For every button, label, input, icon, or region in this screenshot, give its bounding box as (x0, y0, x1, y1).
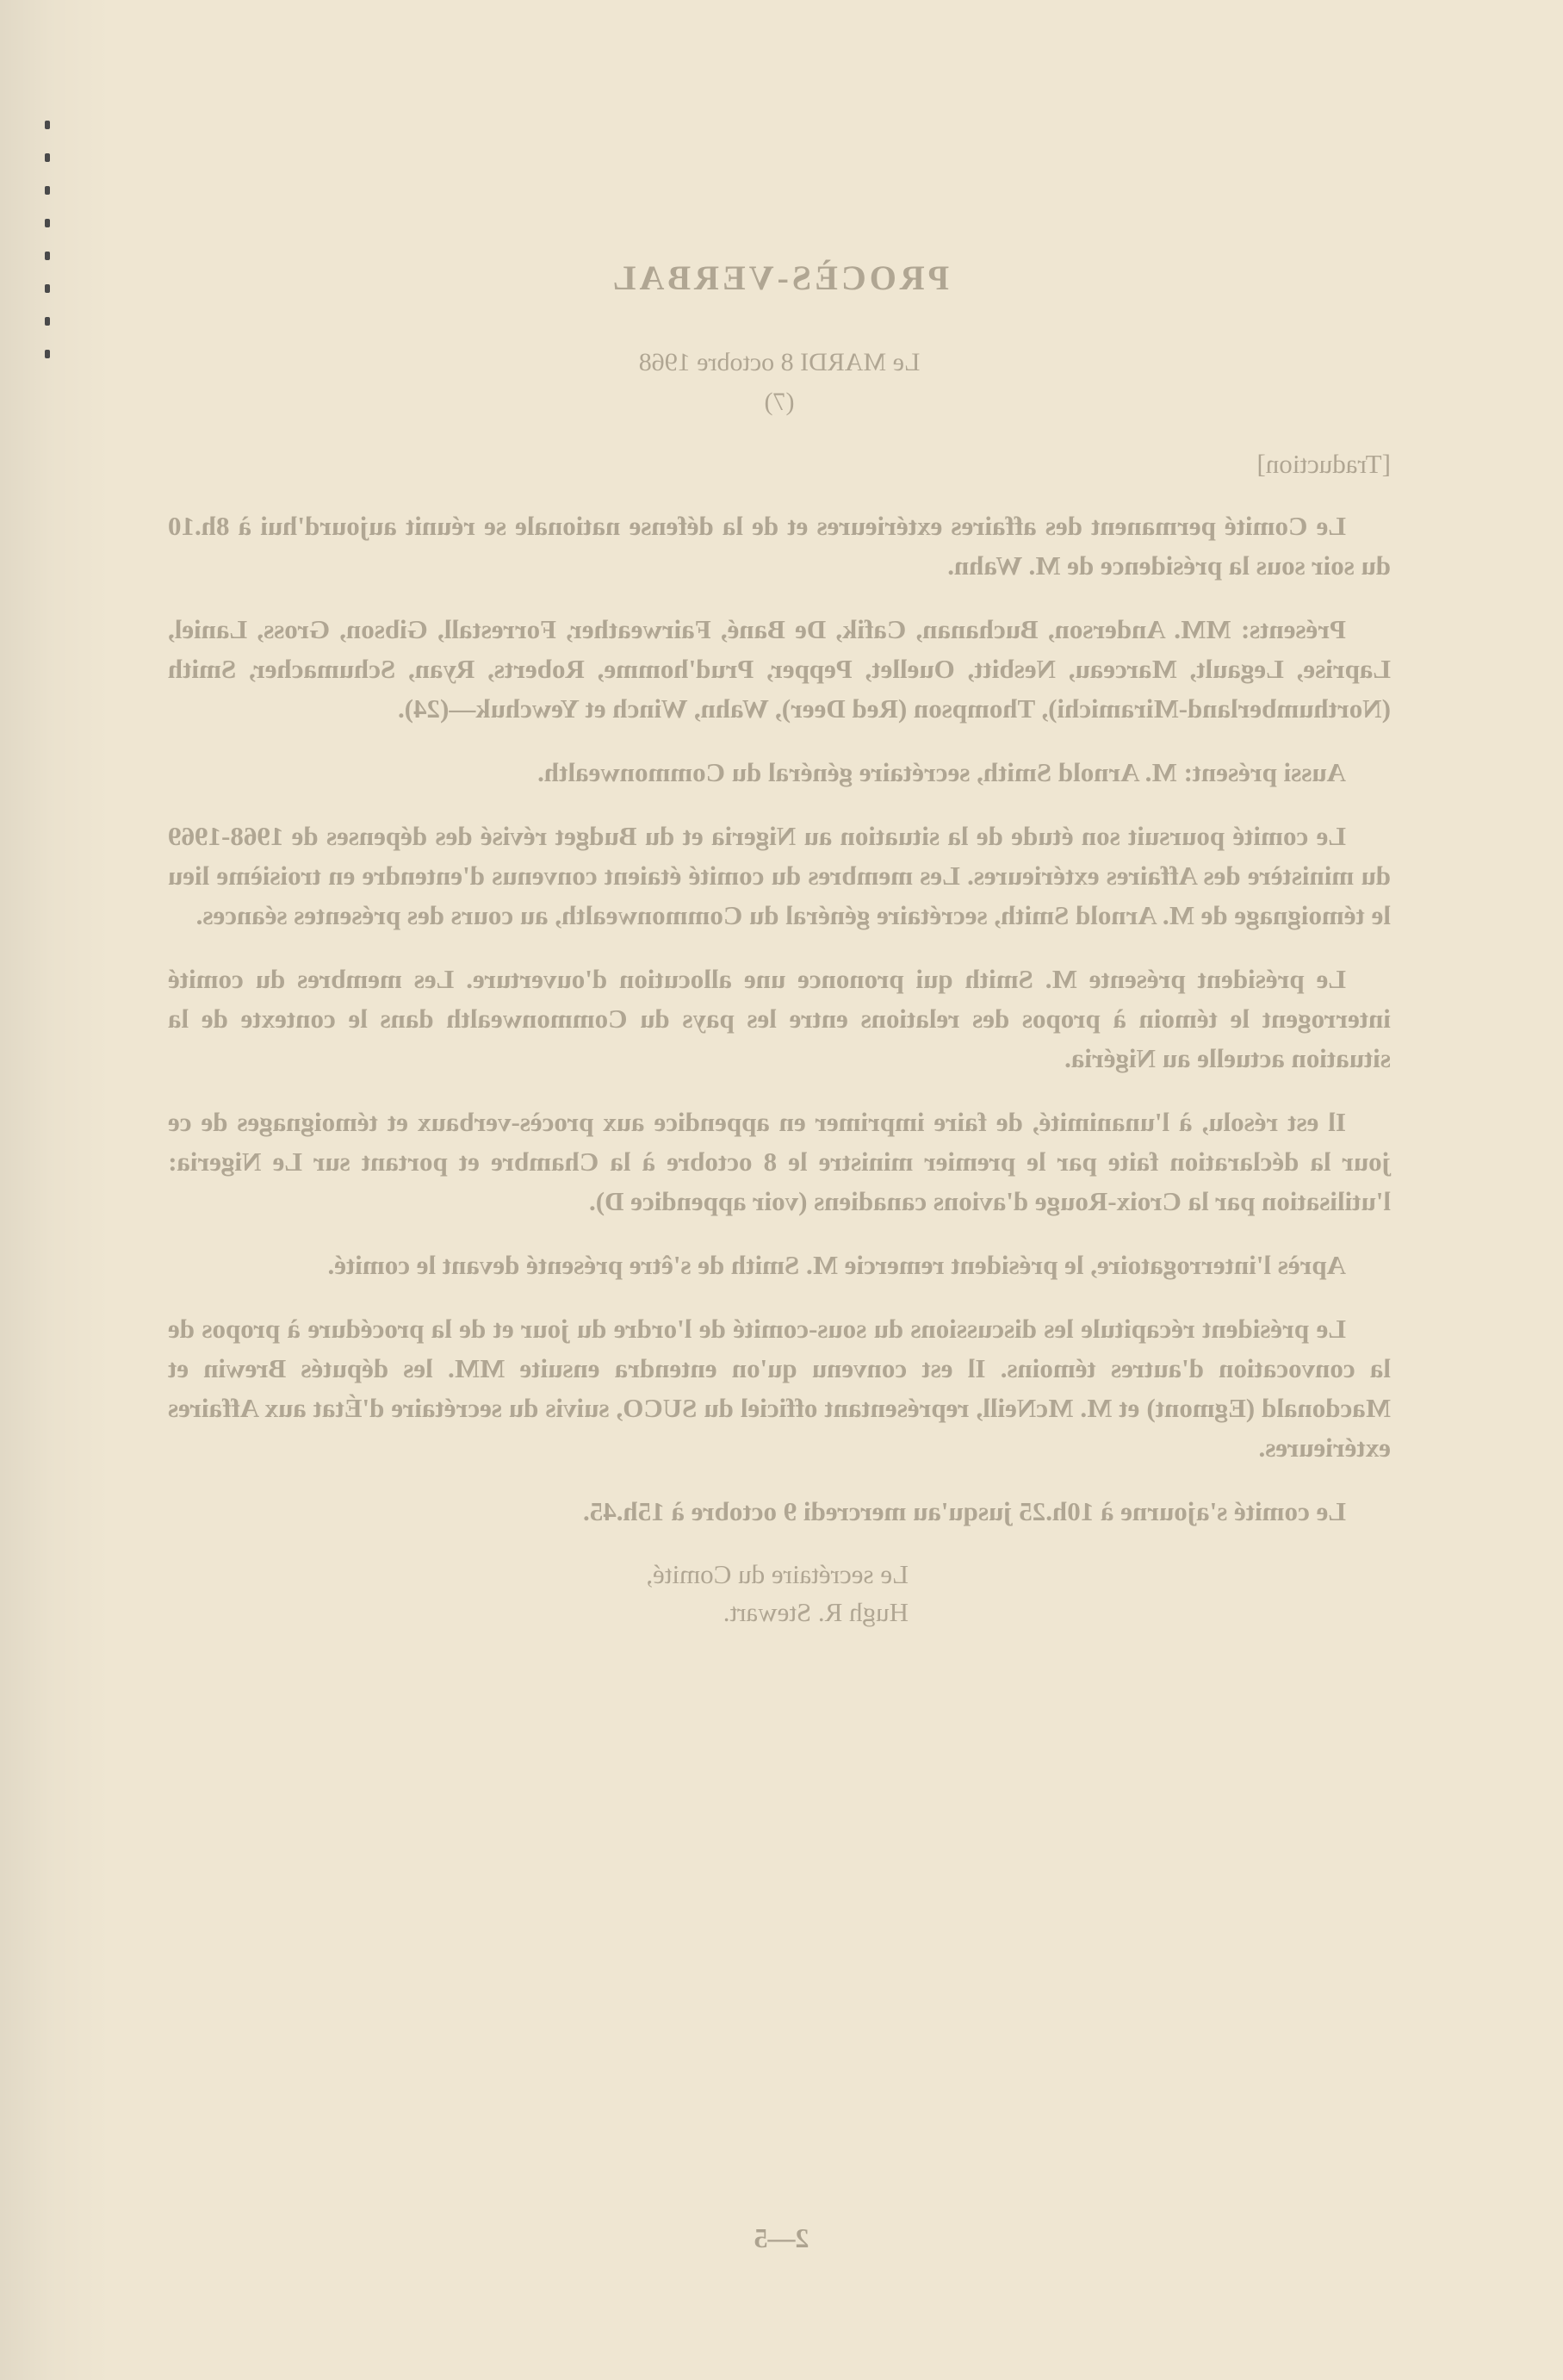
paragraph: Le président récapitule les discussions du sous-comité de l'ordre du jour et de la procédure à propos de la convocation d'autres témoins. Il est convenu qu'on entendra ensuite MM. les députés Brewin et Macdonald (Egmont) et M. McNeill, représentant officiel du SUCO, suivis du secrétaire d'État aux Affaires extérieures. (168, 1314, 1391, 1463)
paragraph: Le président présente M. Smith qui prononce une allocution d'ouverture. Les membres du comité interrogent le témoin à propos des relations entre les pays du Commonwealth dans le contexte de la situation actuelle au Nigéria. (168, 964, 1391, 1073)
paragraph: Le comité poursuit son étude de la situation au Nigeria et du Budget révisé des dépenses de 1968-1969 du ministère des Affaires extérieures. Les membres du comité étaient convenus d'entendre en troisième lieu le témoignage de M. Arnold Smith, secrétaire général du Commonwealth, au cours des présentes séances. (168, 821, 1391, 930)
meeting-date: Le MARDI 8 octobre 1968 (638, 348, 921, 376)
signature-name: Hugh R. Stewart. (723, 1597, 909, 1627)
paragraph: Aussi présent: M. Arnold Smith, secrétaire général du Commonwealth. (537, 757, 1346, 787)
paragraph: Après l'interrogatoire, le président remercie M. Smith de s'être présenté devant le comité. (327, 1250, 1346, 1280)
paragraph: Présents: MM. Anderson, Buchanan, Cafik, De Bané, Fairweather, Forrestall, Gibson, Gross, Laniel, Laprise, Legault, Marceau, Nesbitt, Ouellet, Pepper, Prud'homme, Roberts, Ryan, Schumacher, Smith (Northumberland-Miramichi), Thompson (Red Deer), Wahn, Winch et Yewchuk—(24). (168, 614, 1391, 724)
translation-note: [Traduction] (1256, 449, 1391, 479)
paragraph: Il est résolu, à l'unanimité, de faire imprimer en appendice aux procès-verbaux et témoignages de ce jour la déclaration faite par le premier ministre le 8 octobre à la Chambre et portant sur Le Nigeria: l'utilisation par la Croix-Rouge d'avions canadiens (voir appendice D). (168, 1107, 1391, 1216)
document-body (168, 258, 1391, 1631)
meeting-sequence: (7) (764, 388, 795, 416)
signature-role: Le secrétaire du Comité, (646, 1559, 909, 1589)
signature-block (168, 1556, 909, 1631)
paragraph: Le comité s'ajourne à 10h.25 jusqu'au mercredi 9 octobre à 15h.45. (582, 1496, 1346, 1526)
paragraph: Le Comité permanent des affaires extérieures et de la défense nationale se réunit aujourd'hui à 8h.10 du soir sous la présidence de M. Wahn. (168, 511, 1391, 581)
document-title: PROCÈS-VERBAL (609, 258, 950, 297)
page-number: 2—5 (754, 2222, 809, 2253)
